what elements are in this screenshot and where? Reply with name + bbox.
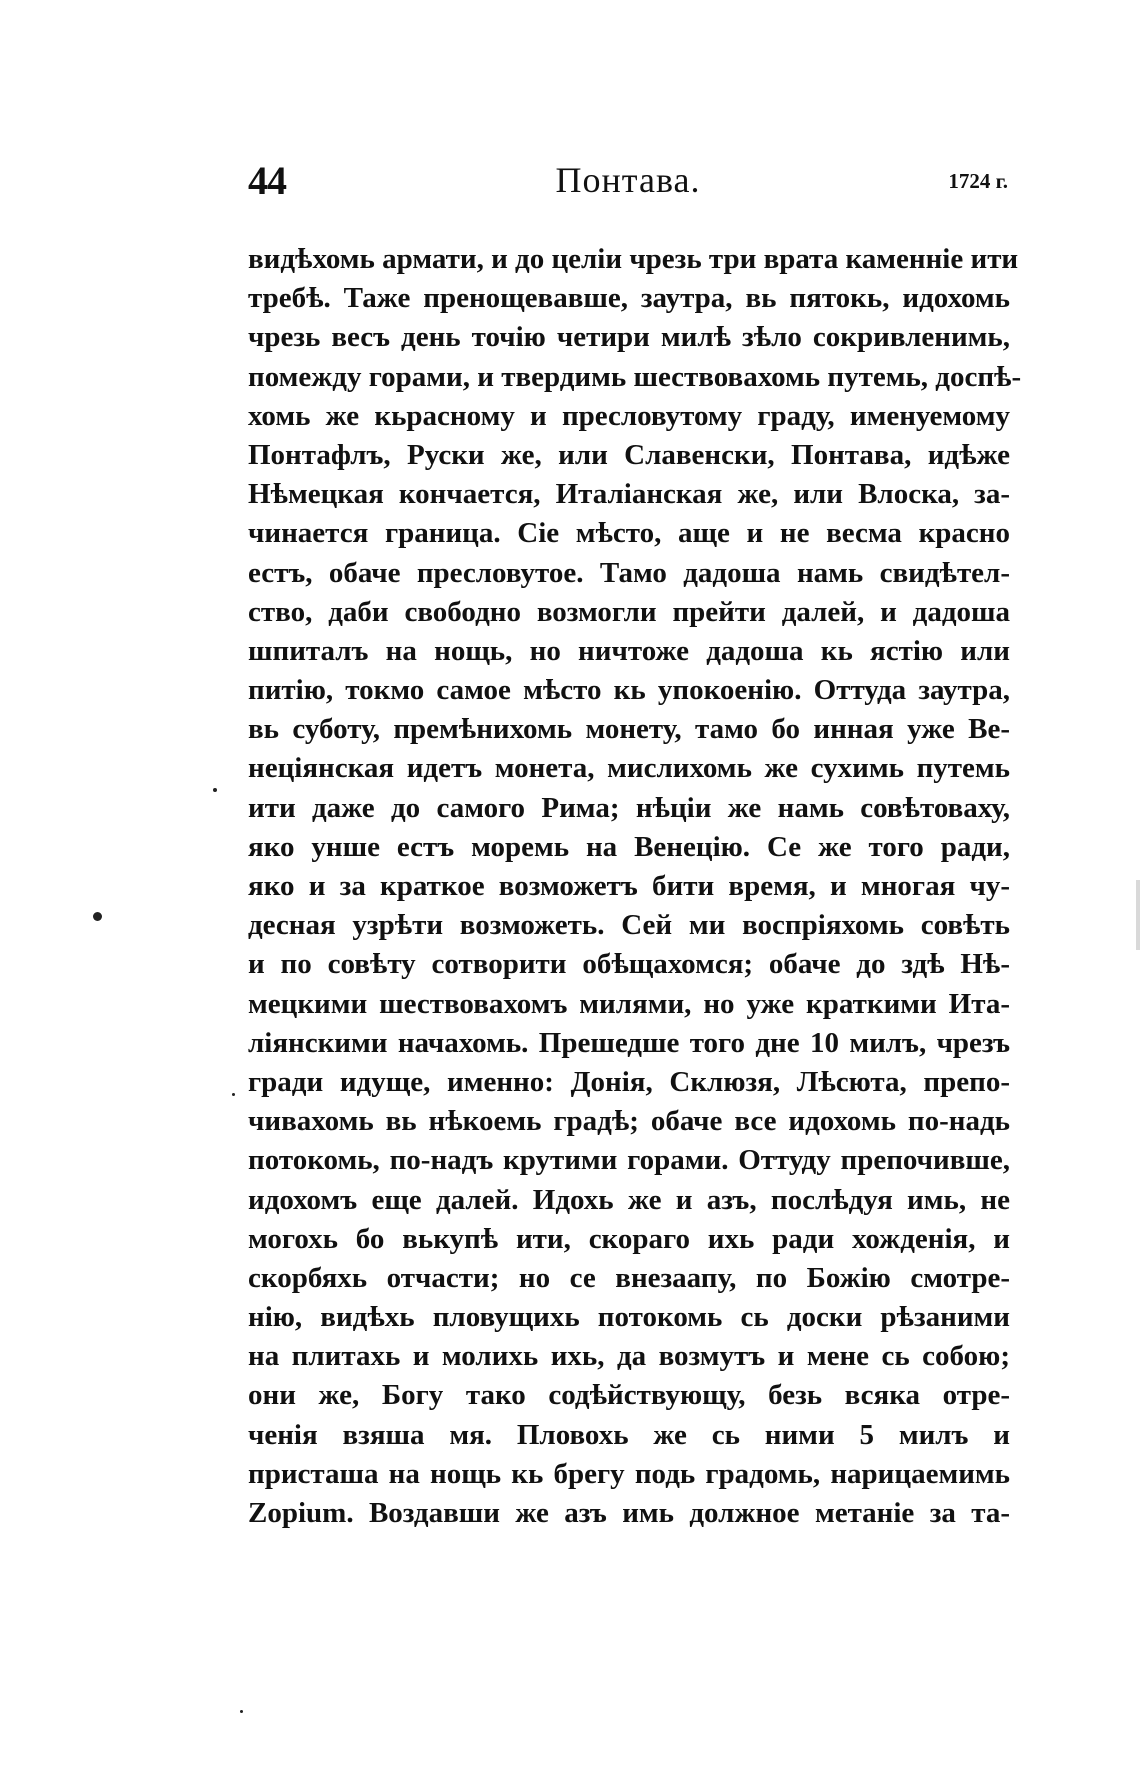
- text-line: идохомъ еще далей. Идохь же и азъ, послѣдуя имь, не: [248, 1183, 1010, 1216]
- scan-speck: [93, 912, 102, 921]
- running-title: Понтава.: [555, 160, 701, 200]
- text-line: мецкими шествовахомъ милями, но уже краткими Ита-: [248, 987, 1010, 1020]
- text-line: и по совѣту сотворити обѣщахомся; обаче до здѣ Нѣ-: [248, 948, 1010, 981]
- scan-speck: [213, 788, 217, 792]
- scan-edge-mark: [1136, 880, 1140, 950]
- text-line: могохь бо вькупѣ ити, скораго ихь ради хожденія, и: [248, 1222, 1010, 1255]
- text-line: помежду горами, и твердимь шествовахомь путемь, доспѣ-: [248, 360, 1022, 393]
- text-line: шпиталъ на нощь, но ничтоже дадоша кь ястію или: [248, 634, 1010, 667]
- text-line: они же, Богу тако содѣйствующу, безь всяка отре-: [248, 1379, 1010, 1412]
- text-line: гради идуще, именно: Донія, Склюзя, Лѣсюта, препо-: [248, 1065, 1010, 1098]
- text-line: ченія взяша мя. Пловохь же сь ними 5 милъ и: [248, 1418, 1010, 1451]
- text-line: нію, видѣхь пловущихь потокомь сь доски рѣзаними: [248, 1301, 1010, 1334]
- page-header: [248, 155, 1008, 215]
- text-line: Нѣмецкая кончается, Италіанская же, или Влоска, за-: [248, 478, 1010, 511]
- text-line: скорбяхь отчасти; но се внезаапу, по Божію смотре-: [248, 1261, 1010, 1294]
- text-line: неціянская идетъ монета, мислихомь же сухимь путемь: [248, 752, 1010, 785]
- year-label: 1724 г.: [948, 169, 1008, 193]
- text-line: чрезь весъ день точію четири милѣ зѣло сокривленимь,: [248, 321, 1010, 354]
- text-line: присташа на нощь кь брегу подь градомь, нарицаемимь: [248, 1457, 1010, 1490]
- text-line: ліянскими начахомь. Прешедше того дне 10 милъ, чрезъ: [248, 1026, 1010, 1059]
- text-line: ство, даби свободно возмогли прейти далей, и дадоша: [248, 595, 1010, 628]
- text-line: на плитахь и молихь ихь, да возмутъ и мене сь собою;: [248, 1340, 1010, 1373]
- scan-speck: [232, 1093, 235, 1096]
- text-line: потокомь, по-надъ крутими горами. Оттуду препочивше,: [248, 1144, 1010, 1177]
- text-line: яко унше естъ моремь на Венецію. Се же того ради,: [248, 830, 1010, 863]
- text-line: вь суботу, премѣнихомь монету, тамо бо инная уже Ве-: [248, 713, 1010, 746]
- text-line: десная узрѣти возможеть. Сей ми воспріяхомь совѣть: [248, 909, 1010, 942]
- text-line: Zopium. Воздавши же азъ имь должное метаніе за та-: [248, 1497, 1010, 1529]
- text-line: требѣ. Таже пренощевавше, заутра, вь пятокь, идохомь: [248, 282, 1010, 315]
- text-line: видѣхомь армати, и до целіи чрезь три врата каменніе ити: [248, 243, 1019, 275]
- body-text: [248, 240, 1022, 1533]
- text-line: чивахомь вь нѣкоемь градѣ; обаче все идохомь по-надь: [248, 1105, 1010, 1138]
- text-line: чинается граница. Сіе мѣсто, аще и не весма красно: [248, 517, 1010, 550]
- text-line: питію, токмо самое мѣсто кь упокоенію. Оттуда заутра,: [248, 674, 1010, 707]
- text-line: естъ, обаче пресловутое. Тамо дадоша намь свидѣтел-: [248, 556, 1010, 589]
- text-line: ити даже до самого Рима; нѣціи же намь совѣтоваху,: [248, 791, 1010, 824]
- text-line: яко и за краткое возможетъ бити время, и многая чу-: [248, 870, 1010, 902]
- text-line: Понтафлъ, Руски же, или Славенски, Понтава, идѣже: [248, 438, 1010, 471]
- scan-speck: [240, 1710, 243, 1713]
- page-number: 44: [248, 158, 286, 203]
- text-line: хомь же кьрасному и пресловутому граду, именуемому: [248, 399, 1010, 432]
